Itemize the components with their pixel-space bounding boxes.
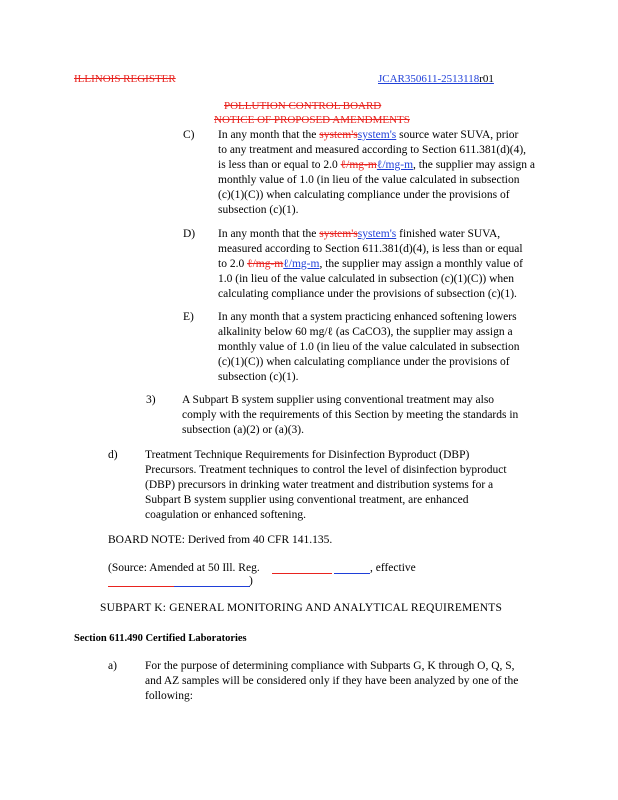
- para-3-text: [182, 393, 602, 438]
- jcar-id-main: JCAR350611-2513118: [378, 73, 480, 85]
- blank-inserted-underline-2: [174, 586, 250, 587]
- notice-title: NOTICE OF PROPOSED AMENDMENTS: [214, 114, 410, 126]
- item-c-line4: monthly value of 1.0 (in lieu of the value calculated in subsection: [218, 174, 520, 186]
- board-note: BOARD NOTE: Derived from 40 CFR 141.135.: [108, 534, 333, 546]
- text-run: In any month that the: [218, 129, 320, 141]
- item-e-line3: monthly value of 1.0 (in lieu of the value calculated in subsection: [218, 341, 520, 353]
- text-run: is less than or equal to 2.0: [218, 159, 341, 171]
- text-run: to 2.0: [218, 258, 248, 270]
- text-run: source water SUVA, prior: [396, 129, 519, 141]
- item-d-line4: 1.0 (in lieu of the value calculated in subsection (c)(1)(C)) when: [218, 273, 515, 285]
- section-heading: Section 611.490 Certified Laboratories: [74, 633, 247, 644]
- source-line-part-b: , effective: [370, 562, 416, 574]
- blank-inserted-underline: [334, 573, 370, 574]
- inserted-text: ℓ/mg-m: [376, 159, 414, 171]
- item-e-line1: In any month that a system practicing enhanced softening lowers: [218, 311, 517, 323]
- item-c-line3: [218, 158, 598, 173]
- blank-deleted-underline-2: [108, 586, 174, 587]
- para-a-line1: For the purpose of determining compliance with Subparts G, K through O, Q, S,: [145, 660, 515, 672]
- text-run: finished water SUVA,: [396, 228, 501, 240]
- item-e-line2: alkalinity below 60 mg/ℓ (as CaCO3), the supplier may assign a: [218, 326, 513, 338]
- text-run: , the supplier may assign a: [413, 159, 536, 171]
- item-c-line5: (c)(1)(C)) when calculating compliance under the provisions of: [218, 189, 510, 201]
- blank-deleted-underline: [272, 573, 332, 574]
- deleted-text: ℓ/mg-m: [340, 159, 377, 171]
- item-d-line3: [218, 257, 598, 272]
- inserted-text: system's: [357, 228, 397, 240]
- para-3-line3: subsection (a)(2) or (a)(3).: [182, 424, 304, 436]
- source-line-part-a: (Source: Amended at 50 Ill. Reg.: [108, 562, 260, 574]
- item-d-line1: [218, 227, 598, 242]
- para-3-line2: comply with the requirements of this Section by meeting the standards in: [182, 409, 519, 421]
- item-e-text: [218, 310, 598, 385]
- deleted-text: ℓ/mg-m: [247, 258, 284, 270]
- inserted-text: system's: [357, 129, 397, 141]
- item-e-line5: subsection (c)(1).: [218, 371, 299, 383]
- register-header: ILLINOIS REGISTER: [74, 73, 176, 85]
- subsection-d-text: [145, 448, 600, 523]
- para-3-line1: A Subpart B system supplier using conventional treatment may also: [182, 394, 495, 406]
- para-a-line2: and AZ samples will be considered only if they have been analyzed by one of the: [145, 675, 519, 687]
- subsection-d-line5: coagulation or enhanced softening.: [145, 509, 306, 521]
- item-c-line1: [218, 128, 598, 143]
- subsection-d-label: d): [108, 449, 118, 461]
- item-c-line2: to any treatment and measured according to Section 611.381(d)(4),: [218, 144, 527, 156]
- jcar-id: [378, 72, 494, 87]
- jcar-id-suffix: r01: [479, 73, 494, 85]
- item-d-label: D): [183, 228, 196, 240]
- inserted-text: ℓ/mg-m: [283, 258, 320, 270]
- text-run: , the supplier may assign a monthly value of: [319, 258, 523, 270]
- item-d-line5: calculating compliance under the provisions of subsection (c)(1).: [218, 288, 517, 300]
- subsection-d-line1: Treatment Technique Requirements for Disinfection Byproduct (DBP): [145, 449, 470, 461]
- deleted-text: system's: [319, 228, 358, 240]
- subsection-d-line2: Precursors. Treatment techniques to control the level of disinfection byproduct: [145, 464, 507, 476]
- text-run: In any month that the: [218, 228, 320, 240]
- item-d-text: [218, 227, 598, 302]
- para-a-line3: following:: [145, 690, 193, 702]
- deleted-text: system's: [319, 129, 358, 141]
- subpart-heading: SUBPART K: GENERAL MONITORING AND ANALYTICAL REQUIREMENTS: [100, 602, 503, 614]
- item-d-line2: measured according to Section 611.381(d)(4), is less than or equal: [218, 243, 523, 255]
- board-title: POLLUTION CONTROL BOARD: [224, 100, 382, 112]
- item-c-label: C): [183, 129, 195, 141]
- item-c-text: [218, 128, 598, 218]
- item-c-line6: subsection (c)(1).: [218, 204, 299, 216]
- subsection-d-line4: Subpart B system supplier using conventional treatment, are enhanced: [145, 494, 469, 506]
- para-3-label: 3): [146, 394, 156, 406]
- subsection-d-line3: (DBP) precursors in drinking water treatment and distribution systems for a: [145, 479, 494, 491]
- item-e-line4: (c)(1)(C)) when calculating compliance under the provisions of: [218, 356, 510, 368]
- para-a-text: [145, 659, 600, 704]
- item-e-label: E): [183, 311, 194, 323]
- source-close-paren: ): [249, 575, 253, 587]
- para-a-label: a): [108, 660, 117, 672]
